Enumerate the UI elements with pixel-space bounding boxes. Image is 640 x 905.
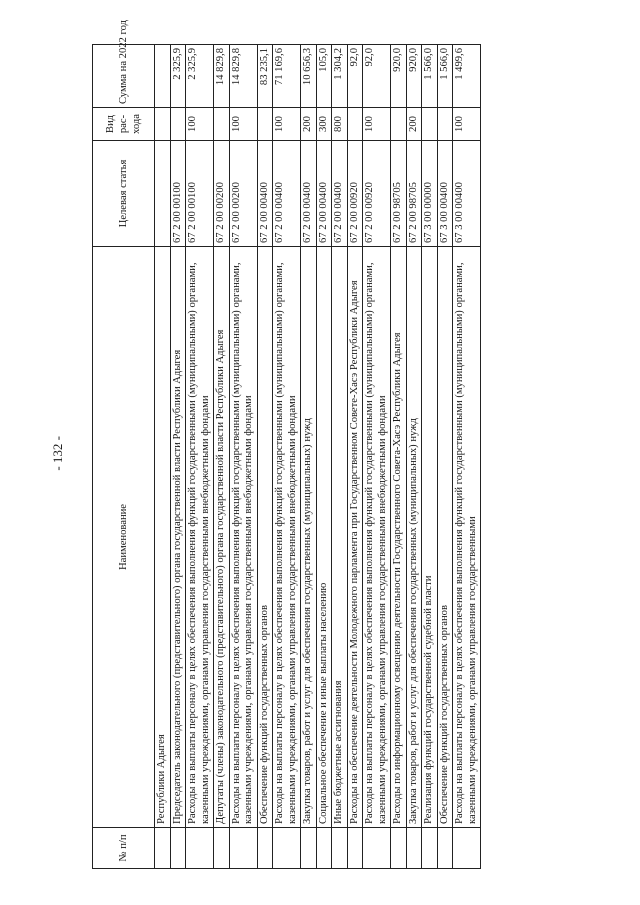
row-sum xyxy=(155,45,171,108)
row-name: Депутаты (члены) законодательного (представительного) органа государственной власти Республики Адыгея xyxy=(214,247,230,828)
header-code: Целевая статья xyxy=(93,141,155,247)
row-vid xyxy=(214,108,230,141)
row-sum: 920,0 xyxy=(391,45,407,108)
row-vid xyxy=(347,108,363,141)
header-num: № п/п xyxy=(93,828,155,869)
row-code: 67 2 00 00920 xyxy=(363,141,391,247)
row-sum: 14 829,8 xyxy=(229,45,257,108)
table-row xyxy=(229,45,257,869)
row-sum: 83 235,1 xyxy=(257,45,273,108)
row-sum: 1 566,0 xyxy=(422,45,438,108)
row-num xyxy=(316,828,332,869)
row-name: Расходы на выплаты персоналу в целях обеспечения выполнения функций государственными (муниципальными) органами, казенными учреждениями, органами управления государственными xyxy=(453,247,481,828)
row-code: 67 2 00 00100 xyxy=(170,141,186,247)
header-sum: Сумма на 2022 год xyxy=(93,45,155,108)
row-num xyxy=(406,828,422,869)
table-row xyxy=(301,45,317,869)
row-num xyxy=(155,828,171,869)
row-code: 67 3 00 00000 xyxy=(422,141,438,247)
row-num xyxy=(186,828,214,869)
row-vid xyxy=(170,108,186,141)
row-vid: 100 xyxy=(453,108,481,141)
row-name: Реализация функций государственной судебной власти xyxy=(422,247,438,828)
row-num xyxy=(214,828,230,869)
row-vid xyxy=(437,108,453,141)
row-sum: 920,0 xyxy=(406,45,422,108)
row-code: 67 3 00 00400 xyxy=(437,141,453,247)
row-num xyxy=(437,828,453,869)
row-sum: 2 325,9 xyxy=(186,45,214,108)
row-sum: 1 566,0 xyxy=(437,45,453,108)
row-name: Республики Адыгея xyxy=(155,247,171,828)
table-row xyxy=(391,45,407,869)
row-name: Расходы на выплаты персоналу в целях обеспечения выполнения функций государственными (муниципальными) органами, казенными учреждениями, органами управления государственными внебюджетными фондами xyxy=(186,247,214,828)
row-vid: 300 xyxy=(316,108,332,141)
row-sum: 1 304,2 xyxy=(332,45,348,108)
row-code: 67 3 00 00400 xyxy=(453,141,481,247)
row-code: 67 2 00 00200 xyxy=(214,141,230,247)
header-name: Наименование xyxy=(93,247,155,828)
row-sum: 92,0 xyxy=(363,45,391,108)
budget-table xyxy=(92,20,481,869)
table-row xyxy=(273,45,301,869)
table-body xyxy=(155,45,481,869)
row-num xyxy=(332,828,348,869)
row-num xyxy=(273,828,301,869)
row-sum: 10 656,3 xyxy=(301,45,317,108)
table-row xyxy=(257,45,273,869)
row-code: 67 2 00 00400 xyxy=(332,141,348,247)
row-num xyxy=(170,828,186,869)
row-code: 67 2 00 00400 xyxy=(301,141,317,247)
row-num xyxy=(363,828,391,869)
page-number: - 132 - xyxy=(50,436,65,471)
row-name: Обеспечение функций государственных органов xyxy=(437,247,453,828)
row-vid: 100 xyxy=(186,108,214,141)
row-name: Закупка товаров, работ и услуг для обеспечения государственных (муниципальных) нужд xyxy=(301,247,317,828)
row-vid: 200 xyxy=(406,108,422,141)
row-sum: 71 169,6 xyxy=(273,45,301,108)
row-code: 67 2 00 98705 xyxy=(391,141,407,247)
row-name: Расходы по информационному освещению деятельности Государственного Совета-Хасэ Республики Адыгея xyxy=(391,247,407,828)
table-row xyxy=(214,45,230,869)
table-row xyxy=(347,45,363,869)
row-code: 67 2 00 00100 xyxy=(186,141,214,247)
row-vid xyxy=(257,108,273,141)
row-num xyxy=(347,828,363,869)
table-header-row xyxy=(93,45,155,869)
row-vid xyxy=(391,108,407,141)
row-sum: 105,0 xyxy=(316,45,332,108)
row-code: 67 2 00 00920 xyxy=(347,141,363,247)
rotated-table-container xyxy=(92,20,540,869)
row-name: Расходы на выплаты персоналу в целях обеспечения выполнения функций государственными (муниципальными) органами, казенными учреждениями, органами управления государственными внебюджетными фондами xyxy=(229,247,257,828)
row-code: 67 2 00 00200 xyxy=(229,141,257,247)
header-vid: Вид рас-хода xyxy=(93,108,155,141)
row-name: Расходы на обеспечение деятельности Молодежного парламента при Государственном Совете-Хасэ Республики Адыгея xyxy=(347,247,363,828)
row-sum: 14 829,8 xyxy=(214,45,230,108)
row-vid xyxy=(155,108,171,141)
row-vid: 200 xyxy=(301,108,317,141)
row-sum: 1 499,6 xyxy=(453,45,481,108)
row-code xyxy=(155,141,171,247)
row-sum: 2 325,9 xyxy=(170,45,186,108)
row-code: 67 2 00 00400 xyxy=(316,141,332,247)
row-name: Обеспечение функций государственных органов xyxy=(257,247,273,828)
row-sum: 92,0 xyxy=(347,45,363,108)
row-vid: 100 xyxy=(363,108,391,141)
row-vid: 800 xyxy=(332,108,348,141)
table-row xyxy=(406,45,422,869)
row-vid: 100 xyxy=(273,108,301,141)
row-num xyxy=(453,828,481,869)
row-name: Расходы на выплаты персоналу в целях обеспечения выполнения функций государственными (муниципальными) органами, казенными учреждениями, органами управления государственными внебюджетными фондами xyxy=(273,247,301,828)
row-name: Закупка товаров, работ и услуг для обеспечения государственных (муниципальных) нужд xyxy=(406,247,422,828)
row-num xyxy=(229,828,257,869)
table-row xyxy=(316,45,332,869)
table-row xyxy=(363,45,391,869)
row-name: Иные бюджетные ассигнования xyxy=(332,247,348,828)
row-num xyxy=(422,828,438,869)
table-row xyxy=(332,45,348,869)
row-num xyxy=(301,828,317,869)
table-row xyxy=(453,45,481,869)
table-row xyxy=(170,45,186,869)
row-name: Социальное обеспечение и иные выплаты населению xyxy=(316,247,332,828)
row-num xyxy=(391,828,407,869)
row-vid xyxy=(422,108,438,141)
row-num xyxy=(257,828,273,869)
table-row xyxy=(155,45,171,869)
table-row xyxy=(437,45,453,869)
row-name: Расходы на выплаты персоналу в целях обеспечения выполнения функций государственными (муниципальными) органами, казенными учреждениями, органами управления государственными внебюджетными фондами xyxy=(363,247,391,828)
row-code: 67 2 00 00400 xyxy=(257,141,273,247)
row-code: 67 2 00 00400 xyxy=(273,141,301,247)
row-code: 67 2 00 98705 xyxy=(406,141,422,247)
row-name: Председатель законодательного (представительного) органа государственной власти Республики Адыгея xyxy=(170,247,186,828)
table-row xyxy=(186,45,214,869)
row-vid: 100 xyxy=(229,108,257,141)
table-row xyxy=(422,45,438,869)
